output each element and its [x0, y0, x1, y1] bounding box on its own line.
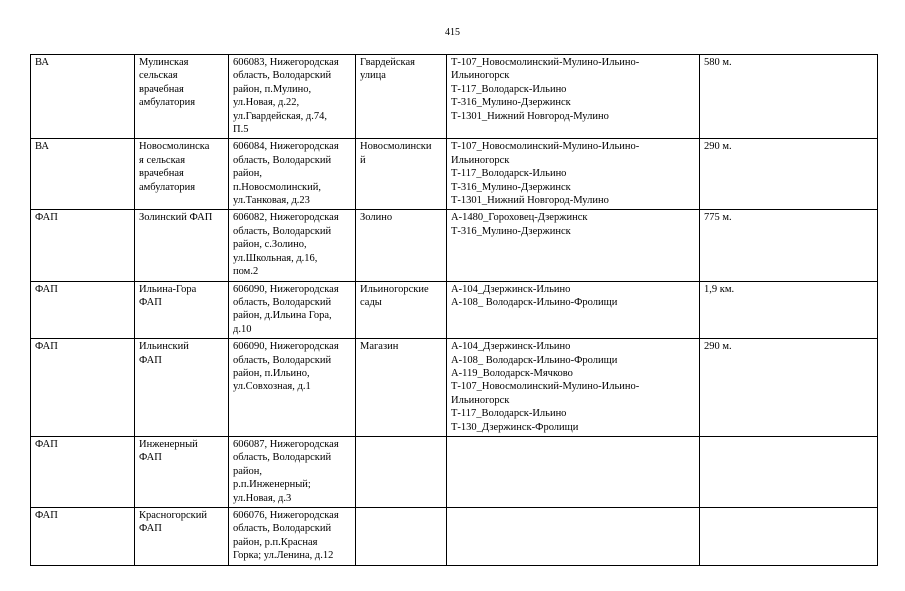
- cell-line: район,: [233, 168, 263, 180]
- cell-line: Т-316_Мулино-Дзержинск: [451, 97, 571, 109]
- table-row: [31, 139, 878, 210]
- cell-line: ул.Танковая, д.23: [233, 195, 310, 207]
- bus-stop-cell: [356, 508, 447, 566]
- cell-line: Красногорский: [139, 510, 207, 521]
- cell-line: Гвардейская: [360, 57, 415, 68]
- facility-address-cell: [229, 281, 356, 339]
- cell-line: область, Володарский: [233, 354, 332, 366]
- cell-line: пом.2: [233, 266, 259, 278]
- bus-stop-cell: [356, 281, 447, 339]
- page-number: 415: [445, 27, 460, 38]
- cell-line: 606090, Нижегородская: [233, 283, 339, 295]
- facility-type-cell: ВА: [31, 139, 135, 210]
- table-row: [31, 55, 878, 139]
- facility-address-cell: [229, 339, 356, 437]
- table-row: [31, 210, 878, 281]
- cell-line: Золинский ФАП: [139, 212, 213, 224]
- cell-line: 606090, Нижегородская: [233, 341, 339, 353]
- table-row: [31, 508, 878, 566]
- cell-line: 606084, Нижегородская: [233, 141, 339, 153]
- cell-line: А-119_Володарск-Мячково: [451, 367, 573, 379]
- cell-line: Магазин: [360, 341, 399, 353]
- cell-line: Т-316_Мулино-Дзержинск: [451, 225, 571, 237]
- cell-line: область, Володарский: [233, 70, 332, 82]
- cell-line: А-104_Дзержинск-Ильино: [451, 283, 571, 295]
- cell-line: сады: [360, 296, 382, 308]
- routes-cell: [447, 508, 700, 566]
- cell-line: район,: [233, 465, 263, 477]
- facility-type-cell: ФАП: [31, 339, 135, 437]
- facility-name-cell: [135, 55, 229, 139]
- cell-line: ул.Совхозная, д.1: [233, 381, 311, 393]
- bus-stop-cell: [356, 139, 447, 210]
- cell-line: район, п.Ильино,: [233, 367, 310, 379]
- cell-line: район, п.Мулино,: [233, 83, 312, 95]
- cell-line: Т-107_Новосмолинский-Мулино-Ильино-: [451, 381, 640, 393]
- cell-line: Ильиногорск: [451, 394, 510, 406]
- bus-stop-cell: [356, 55, 447, 139]
- cell-line: Т-107_Новосмолинский-Мулино-Ильино-: [451, 57, 640, 68]
- facility-address-cell: [229, 55, 356, 139]
- facility-name-cell: [135, 139, 229, 210]
- cell-line: Мулинская: [139, 57, 189, 68]
- facility-address-cell: [229, 436, 356, 507]
- cell-line: Т-107_Новосмолинский-Мулино-Ильино-: [451, 141, 640, 153]
- facility-type-cell: ФАП: [31, 281, 135, 339]
- cell-line: ул.Новая, д.22,: [233, 97, 300, 109]
- facility-address-cell: [229, 210, 356, 281]
- cell-line: область, Володарский: [233, 296, 332, 308]
- distance-cell: 290 м.: [700, 339, 878, 437]
- routes-cell: [447, 436, 700, 507]
- cell-line: А-108_ Володарск-Ильино-Фролищи: [451, 296, 618, 308]
- cell-line: ФАП: [139, 523, 162, 535]
- cell-line: Ильинский: [139, 341, 189, 353]
- cell-line: Ильиногорск: [451, 70, 510, 82]
- facility-type-cell: ФАП: [31, 436, 135, 507]
- cell-line: д.10: [233, 323, 252, 335]
- table-row: [31, 339, 878, 437]
- bus-stop-cell: [356, 210, 447, 281]
- cell-line: район, д.Ильина Гора,: [233, 310, 332, 322]
- bus-stop-cell: [356, 436, 447, 507]
- cell-line: сельская: [139, 70, 178, 82]
- cell-line: район, р.п.Красная: [233, 536, 318, 548]
- cell-line: ФАП: [139, 452, 162, 464]
- cell-line: Т-316_Мулино-Дзержинск: [451, 181, 571, 193]
- facilities-table: [30, 54, 878, 566]
- table-row: [31, 436, 878, 507]
- cell-line: Новосмолинска: [139, 141, 210, 153]
- cell-line: Т-117_Володарск-Ильино: [451, 83, 567, 95]
- cell-line: Новосмолински: [360, 141, 432, 153]
- cell-line: Ильина-Гора: [139, 283, 197, 295]
- cell-line: Ильиногорск: [451, 154, 510, 166]
- cell-line: Т-1301_Нижний Новгород-Мулино: [451, 195, 609, 207]
- cell-line: ул.Новая, д.3: [233, 492, 292, 504]
- cell-line: Золино: [360, 212, 393, 224]
- cell-line: амбулатория: [139, 181, 196, 193]
- distance-cell: [700, 508, 878, 566]
- cell-line: улица: [360, 70, 386, 82]
- cell-line: район, с.Золино,: [233, 239, 307, 251]
- routes-cell: [447, 210, 700, 281]
- distance-cell: 580 м.: [700, 55, 878, 139]
- table-body: [31, 55, 878, 566]
- cell-line: А-1480_Гороховец-Дзержинск: [451, 212, 588, 224]
- bus-stop-cell: [356, 339, 447, 437]
- cell-line: Т-1301_Нижний Новгород-Мулино: [451, 110, 609, 122]
- facility-name-cell: [135, 339, 229, 437]
- cell-line: П.5: [233, 124, 249, 136]
- facility-address-cell: [229, 139, 356, 210]
- distance-cell: [700, 436, 878, 507]
- cell-line: ФАП: [139, 296, 162, 308]
- facility-name-cell: [135, 436, 229, 507]
- facility-type-cell: ФАП: [31, 210, 135, 281]
- cell-line: область, Володарский: [233, 523, 332, 535]
- cell-line: врачебная: [139, 83, 184, 95]
- cell-line: Горка; ул.Ленина, д.12: [233, 550, 334, 562]
- table-row: [31, 281, 878, 339]
- distance-cell: 1,9 км.: [700, 281, 878, 339]
- distance-cell: 290 м.: [700, 139, 878, 210]
- cell-line: р.п.Инженерный;: [233, 479, 311, 491]
- cell-line: А-108_ Володарск-Ильино-Фролищи: [451, 354, 618, 366]
- cell-line: Т-117_Володарск-Ильино: [451, 408, 567, 420]
- cell-line: А-104_Дзержинск-Ильино: [451, 341, 571, 353]
- routes-cell: [447, 281, 700, 339]
- cell-line: ул.Школьная, д.16,: [233, 252, 318, 264]
- cell-line: п.Новосмолинский,: [233, 181, 321, 193]
- cell-line: область, Володарский: [233, 225, 332, 237]
- cell-line: ул.Гвардейская, д.74,: [233, 110, 327, 122]
- cell-line: Инженерный: [139, 438, 198, 450]
- cell-line: 606083, Нижегородская: [233, 57, 339, 68]
- facility-type-cell: ФАП: [31, 508, 135, 566]
- facility-name-cell: [135, 210, 229, 281]
- cell-line: 606076, Нижегородская: [233, 510, 339, 521]
- cell-line: я сельская: [139, 154, 186, 166]
- cell-line: й: [360, 154, 366, 166]
- routes-cell: [447, 55, 700, 139]
- cell-line: область, Володарский: [233, 452, 332, 464]
- cell-line: 606087, Нижегородская: [233, 438, 339, 450]
- cell-line: амбулатория: [139, 97, 196, 109]
- cell-line: Ильиногорские: [360, 283, 429, 295]
- distance-cell: 775 м.: [700, 210, 878, 281]
- facility-name-cell: [135, 281, 229, 339]
- routes-cell: [447, 339, 700, 437]
- cell-line: Т-130_Дзержинск-Фролищи: [451, 421, 579, 433]
- facility-name-cell: [135, 508, 229, 566]
- facility-address-cell: [229, 508, 356, 566]
- cell-line: 606082, Нижегородская: [233, 212, 339, 224]
- routes-cell: [447, 139, 700, 210]
- cell-line: врачебная: [139, 168, 184, 180]
- cell-line: область, Володарский: [233, 154, 332, 166]
- cell-line: Т-117_Володарск-Ильино: [451, 168, 567, 180]
- facility-type-cell: ВА: [31, 55, 135, 139]
- cell-line: ФАП: [139, 354, 162, 366]
